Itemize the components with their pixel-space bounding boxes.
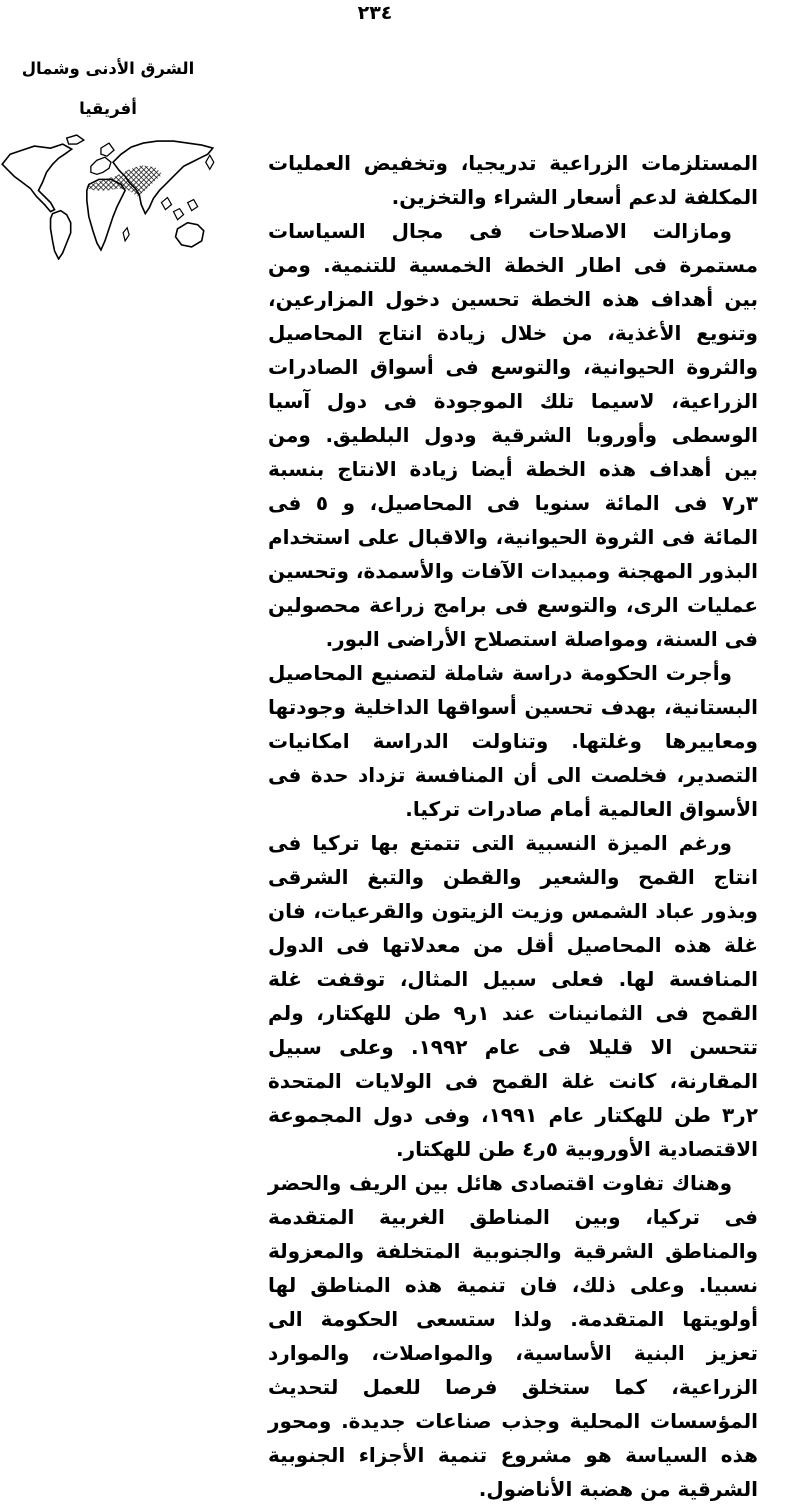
paragraph-horticulture-study: وأجرت الحكومة دراسة شاملة لتصنيع المحاصيل البستانية، بهدف تحسين أسواقها الداخلية وجودتها ومعاييرها وغلتها. وتناولت الدراسة امكانيات التصدير، فخلصت الى أن المنافسة تزداد حدة فى الأسواق العالمية أمام صادرات تركيا. <box>268 661 758 821</box>
region-heading-line-1: الشرق الأدنى وشمال <box>21 59 195 78</box>
world-map-figure <box>0 132 218 260</box>
world-map-icon <box>0 132 218 260</box>
region-heading-line-2: أفريقيا <box>79 99 137 118</box>
article-body <box>268 146 758 1506</box>
page-number: ٢٣٤ <box>357 2 393 24</box>
region-heading <box>8 58 208 120</box>
paragraph-reforms-five-year-plan: ومازالت الاصلاحات فى مجال السياسات مستمرة فى اطار الخطة الخمسية للتنمية. ومن بين أهداف هذه الخطة تحسين دخول المزارعين، وتنويع الأغذية، من خلال زيادة انتاج المحاصيل والثروة الحيوانية، والتوسع فى أسواق الصادرات الزراعية، لاسيما تلك الموجودة فى دول آسيا الوسطى وأوروبا الشرقية ودول البلطيق. ومن بين أهداف هذه الخطة أيضا زيادة الانتاج بنسبة ٣ر٧ فى المائة سنويا فى المحاصيل، و ٥ فى المائة فى الثروة الحيوانية، والاقبال على استخدام البذور المهجنة ومبيدات الآفات والأسمدة، وتحسين عمليات الرى، والتوسع فى برامج زراعة محصولين فى السنة، ومواصلة استصلاح الأراضى البور. <box>268 219 758 651</box>
paragraph-continuation: المستلزمات الزراعية تدريجيا، وتخفيض العمليات المكلفة لدعم أسعار الشراء والتخزين. <box>268 151 758 209</box>
paragraph-regional-disparity-gap-project: وهناك تفاوت اقتصادى هائل بين الريف والحضر فى تركيا، وبين المناطق الغربية المتقدمة والمناطق الشرقية والجنوبية المتخلفة والمعزولة نسبيا. وعلى ذلك، فان تنمية هذه المناطق لها أولويتها المتقدمة. ولذا ستسعى الحكومة الى تعزيز البنية الأساسية، والمواصلات، والموارد الزراعية، كما ستخلق فرصا للعمل لتحديث المؤسسات المحلية وجذب صناعات جديدة. ومحور هذه السياسة هو مشروع تنمية الأجزاء الجنوبية الشرقية من هضبة الأناضول. <box>268 1171 758 1501</box>
paragraph-crop-yields-comparison: ورغم الميزة النسبية التى تتمتع بها تركيا فى انتاج القمح والشعير والقطن والتبغ الشرقى وبذور عباد الشمس وزيت الزيتون والقرعيات، فان غلة هذه المحاصيل أقل من معدلاتها فى الدول المنافسة لها. فعلى سبيل المثال، توقفت غلة القمح فى الثمانينات عند ١ر٩ طن للهكتار، ولم تتحسن الا قليلا فى عام ١٩٩٢. وعلى سبيل المقارنة، كانت غلة القمح فى الولايات المتحدة ٢ر٣ طن للهكتار عام ١٩٩١، وفى دول المجموعة الاقتصادية الأوروبية ٥ر٤ طن للهكتار. <box>268 831 758 1161</box>
